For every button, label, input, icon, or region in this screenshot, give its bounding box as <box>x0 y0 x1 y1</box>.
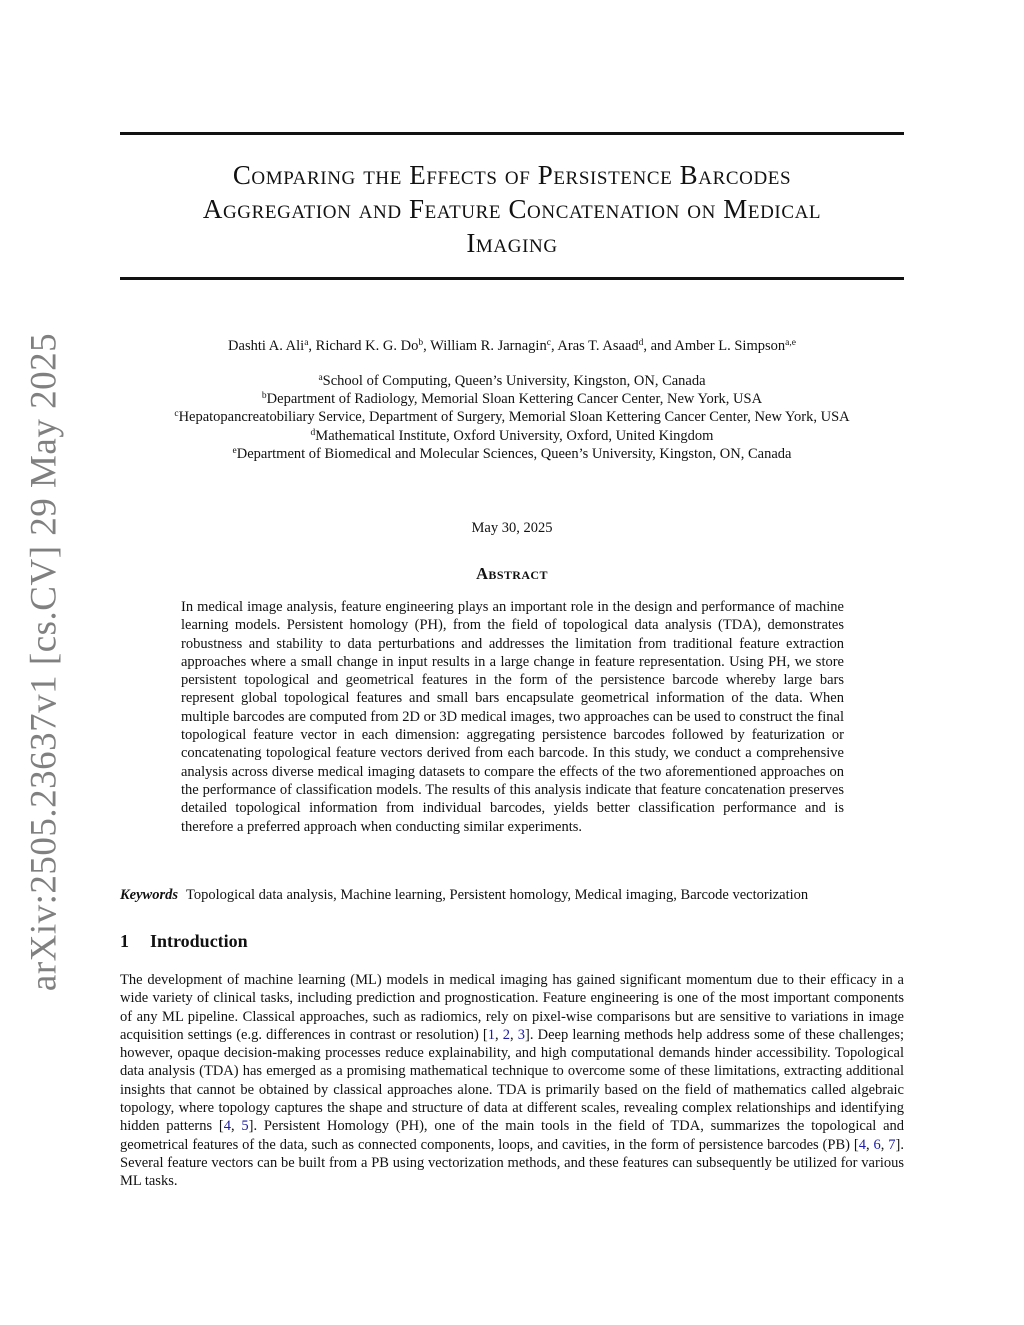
section-number: 1 <box>120 931 129 951</box>
author-affiliation-marker: c <box>546 338 551 348</box>
affiliation-marker: b <box>261 391 267 402</box>
affiliation-text: Hepatopancreatobiliary Service, Department of Surgery, Memorial Sloan Kettering Cancer Center, New York, USA <box>178 409 850 426</box>
intro-text-segment: , <box>495 1026 503 1043</box>
author-affiliation-marker: a <box>304 338 309 348</box>
section-title: Introduction <box>150 931 248 951</box>
publication-date: May 30, 2025 <box>471 520 553 536</box>
title-line-3: Imaging <box>466 228 558 258</box>
author-name: Amber L. Simpson$^{a,e}$ <box>674 338 796 354</box>
author-name: Aras T. Asaad$^d$ <box>557 338 644 354</box>
affiliation-line <box>100 390 924 408</box>
affiliation-line <box>100 445 924 463</box>
affiliation-line <box>100 427 924 445</box>
affiliation-text: School of Computing, Queen’s University, Kingston, ON, Canada <box>322 373 706 389</box>
intro-text-segment: , <box>510 1026 518 1043</box>
author-name: Richard K. G. Do$^b$ <box>315 338 424 354</box>
author-list <box>120 338 904 355</box>
intro-text-segment: The development of machine learning (ML) models in medical imaging has gained significant momentum due to their efficacy in a wide variety of clinical tasks, including prediction and prognostication. Feature engineering is one of the most important components of any ML pipeline. Classical approaches, such as radiomics, rely on pixel-wise comparisons but are sensitive to variations in image acquisition settings (e.g. differences in contrast or resolution) [ <box>120 972 904 1043</box>
affiliation-marker: a <box>318 373 323 383</box>
introduction-paragraph <box>120 971 904 1191</box>
intro-text-segment: , <box>865 1136 874 1153</box>
affiliation-marker: e <box>232 445 237 456</box>
affiliation-list <box>100 372 924 463</box>
keywords-label: Keywords <box>120 887 178 903</box>
citation-link[interactable]: 2 <box>502 1026 511 1043</box>
affiliation-line <box>100 372 924 390</box>
affiliation-marker: c <box>174 409 179 420</box>
citation-link[interactable]: 3 <box>517 1026 526 1043</box>
intro-text-segment: , <box>880 1136 889 1153</box>
citation-link[interactable]: 7 <box>888 1136 896 1153</box>
citation-link[interactable]: 1 <box>487 1026 496 1043</box>
author-name: Dashti A. Ali$^a$ <box>228 338 309 354</box>
keywords-text: Topological data analysis, Machine learning, Persistent homology, Medical imaging, Barcode vectorization <box>186 887 809 903</box>
affiliation-text: Mathematical Institute, Oxford University, Oxford, United Kingdom <box>315 427 714 444</box>
author-separator: , <box>550 338 558 354</box>
citation-link[interactable]: 4 <box>858 1136 866 1153</box>
keywords-line <box>120 887 920 904</box>
paper-title <box>120 158 904 260</box>
author-separator: , and <box>643 338 675 354</box>
affiliation-line <box>100 408 924 426</box>
abstract-text: In medical image analysis, feature engineering plays an important role in the design and performance of machine learning models. Persistent homology (PH), from the field of topological data analysis (TDA), demonstrates robustness and stability to data perturbations and addresses the limitation from traditional feature extraction approaches where a small change in input results in a large change in feature representation. Using PH, we store persistent topological and geometrical features in the form of the persistence barcode whereby large bars represent global topological features and small bars encapsulate geometrical information of the data. When multiple barcodes are computed from 2D or 3D medical images, two approaches can be used to construct the final topological feature vector in each dimension: aggregating persistence barcodes followed by featurization or concatenating topological feature vectors derived from each barcode. In this study, we conduct a comprehensive analysis across diverse medical imaging datasets to compare the effects of the two aforementioned approaches on the performance of classification models. The results of this analysis indicate that feature concatenation preserves detailed topological information from individual barcodes, yields better classification performance and is therefore a preferred approach when conducting similar experiments. <box>181 599 844 835</box>
section-heading-introduction <box>120 931 248 952</box>
intro-text-segment: ]. Persistent Homology (PH), one of the main tools in the field of TDA, summarizes the topological and geometrical features of the data, such as connected components, loops, and cavities, in the form of persistence barcodes (PB) [ <box>120 1118 905 1153</box>
abstract-heading: Abstract <box>476 564 548 583</box>
title-bottom-rule <box>120 277 904 280</box>
author-separator: , <box>423 338 431 354</box>
intro-text-segment: , <box>230 1118 242 1135</box>
affiliation-text: Department of Radiology, Memorial Sloan Kettering Cancer Center, New York, USA <box>266 391 763 408</box>
intro-text-segment: ]. Several feature vectors can be built from a PB using vectorization methods, and these features can subsequently be utilized for various ML tasks. <box>120 1136 905 1190</box>
author-affiliation-marker: a,e <box>785 338 796 348</box>
intro-text-segment: ]. Deep learning methods help address some of these challenges; however, opaque decision-making processes reduce explainability, and high computational demands hinder accessibility. Topological data analysis (TDA) has emerged as a promising mathematical technique to overcome some of these limitations, extracting additional insights that cannot be obtained by classical approaches alone. TDA is primarily based on the field of mathematics called algebraic topology, where topology captures the shape and structure of data at different scales, revealing complex relationships and identifying hidden patterns [ <box>120 1026 905 1135</box>
author-separator: , <box>308 338 316 354</box>
arxiv-identifier-stamp: arXiv:2505.23637v1 [cs.CV] 29 May 2025 <box>23 332 65 992</box>
affiliation-marker: d <box>310 427 316 438</box>
author-affiliation-marker: d <box>638 338 644 348</box>
title-top-rule <box>120 132 904 135</box>
citation-link[interactable]: 5 <box>241 1118 249 1135</box>
author-affiliation-marker: b <box>418 338 424 348</box>
title-line-1: Comparing the Effects of Persistence Barcodes <box>232 160 792 190</box>
title-line-2: Aggregation and Feature Concatenation on Medical <box>202 194 822 224</box>
citation-link[interactable]: 4 <box>223 1118 231 1135</box>
affiliation-text: Department of Biomedical and Molecular Sciences, Queen’s University, Kingston, ON, Canada <box>236 445 792 462</box>
citation-link[interactable]: 6 <box>873 1136 881 1153</box>
author-name: William R. Jarnagin$^c$ <box>430 338 551 354</box>
